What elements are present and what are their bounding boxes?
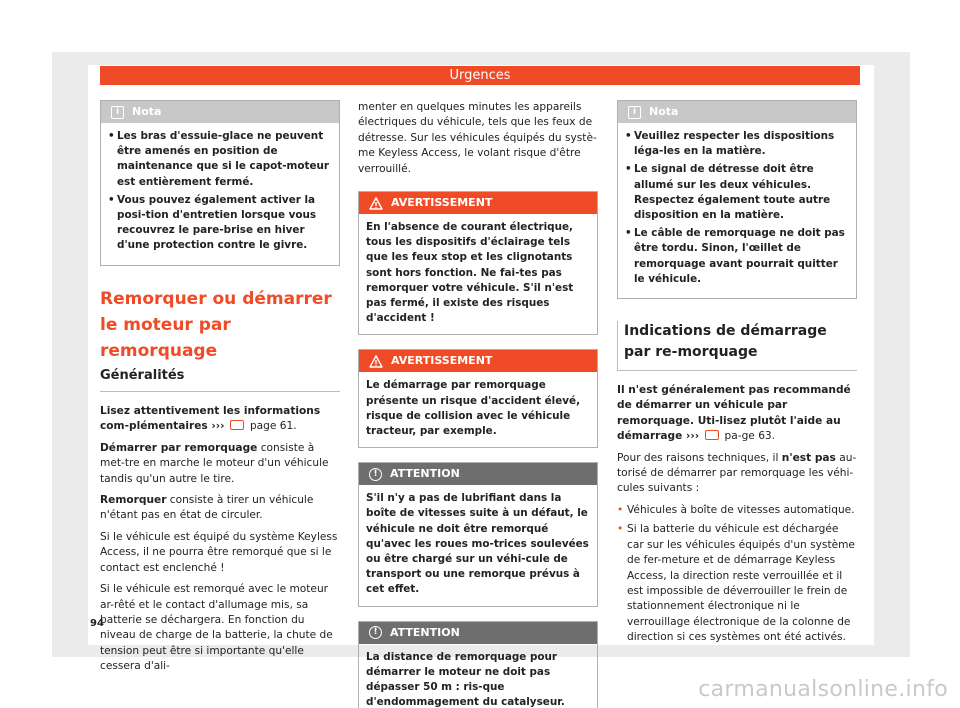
page-number: 94 xyxy=(90,618,104,629)
paragraph: Remorquer consiste à tirer un véhicule n'étant pas en état de circuler. xyxy=(100,494,314,522)
info-icon: i xyxy=(628,106,641,119)
paragraph: Il n'est généralement pas recommandé de démarrer un véhicule par remorquage. Uti-lisez plutôt l'aide au démarrage ››› pa-ge 63. xyxy=(617,384,851,443)
warning-header xyxy=(359,350,597,372)
exclamation-circle-icon: ! xyxy=(369,468,382,481)
attention-box xyxy=(358,462,598,606)
note-item: • Vous pouvez également activer la posi-tion d'entretien lorsque vous recouvrez le pare-brise en hiver d'une protection contre le givre. xyxy=(108,193,332,254)
paragraph: Si le véhicule est équipé du système Keyless Access, il ne pourra être remorqué que si le contact est enclenché ! xyxy=(100,530,338,574)
info-icon: i xyxy=(111,106,124,119)
list-item: • Véhicules à boîte de vitesses automatique. xyxy=(617,503,857,518)
attention-title: ATTENTION xyxy=(390,467,460,481)
note-title: Nota xyxy=(649,105,679,118)
list-item: • Si la batterie du véhicule est déchargée car sur les véhicules équipés d'un système de fer-meture et de démarrage Keyless Access, la direction reste verrouillée et il est impossible de déverrouiller le frein de stationnement électronique ni le verrouillage électronique de la colonne de direction si ces systèmes ont été activés. xyxy=(617,522,857,645)
note-item: • Le signal de détresse doit être allumé sur les deux véhicules. Respectez également toute autre disposition en la matière. xyxy=(625,162,849,223)
paragraph: Lisez attentivement les informations com-plémentaires ››› page 61. xyxy=(100,405,321,433)
warning-triangle-icon xyxy=(369,355,383,368)
warning-triangle-icon xyxy=(369,197,383,210)
attention-header xyxy=(359,622,597,644)
paragraph: menter en quelques minutes les appareils électriques du véhicule, tels que les feux de détresse. Sur les véhicules équipés du systè-me Keyless Access, le volant risque d'être verrouillé. xyxy=(358,101,597,175)
warning-title: AVERTISSEMENT xyxy=(391,354,493,368)
paragraph: Démarrer par remorquage consiste à met-tre en marche le moteur d'un véhicule tandis qu'un autre le tire. xyxy=(100,441,329,485)
attention-header xyxy=(359,463,597,485)
column-middle xyxy=(358,100,598,708)
reference-arrow: ››› xyxy=(686,430,700,443)
note-body xyxy=(101,123,339,265)
book-reference-icon xyxy=(230,420,244,430)
attention-text: La distance de remorquage pour démarrer le moteur ne doit pas dépasser 50 m : ris-que d'endommagement du catalyseur. xyxy=(366,650,565,708)
page-reference-link[interactable]: pa-ge 63. xyxy=(724,430,776,443)
book-reference-icon xyxy=(705,430,719,440)
section-header-bar: Urgences xyxy=(100,66,860,85)
note-item: • Le câble de remorquage ne doit pas être tordu. Sinon, l'œillet de remorquage avant pourrait quitter le véhicule. xyxy=(625,226,849,287)
note-body xyxy=(618,123,856,298)
note-header xyxy=(618,101,856,123)
warning-title: AVERTISSEMENT xyxy=(391,196,493,210)
exclamation-circle-icon: ! xyxy=(369,626,382,639)
column-left xyxy=(100,100,340,681)
note-box xyxy=(617,100,857,299)
page-reference-link[interactable]: page 61. xyxy=(249,420,297,433)
warning-box xyxy=(358,349,598,448)
section-heading: Remorquer ou démarrer le moteur par remorquage xyxy=(100,288,332,361)
paragraph: Si le véhicule est remorqué avec le moteur ar-rêté et le contact d'allumage mis, sa batterie se déchargera. En fonction du niveau de charge de la batterie, la chute de tension peut être si importante qu'elle cessera d'ali- xyxy=(100,583,333,673)
section-heading: Indications de démarrage par re-morquage xyxy=(617,321,857,371)
watermark-text: carmanualsonline.info xyxy=(698,677,948,702)
paragraph: Pour des raisons techniques, il n'est pas au-torisé de démarrer par remorquage les véhi-cules suivants : xyxy=(617,451,857,495)
attention-box xyxy=(358,621,598,708)
warning-text: Le démarrage par remorquage présente un risque d'accident élevé, risque de collision avec le véhicule tracteur, par exemple. xyxy=(366,379,581,438)
warning-text: En l'absence de courant électrique, tous les dispositifs d'éclairage tels que les feux stop et les clignotants sont hors fonction. Ne fai-tes pas remorquer votre véhicule. S'il n'est pas fermé, il existe des risques d'accident ! xyxy=(366,221,574,325)
column-right xyxy=(617,100,857,650)
note-item: • Veuillez respecter les dispositions léga-les en la matière. xyxy=(625,129,849,159)
warning-box xyxy=(358,191,598,335)
subsection-heading: Généralités xyxy=(100,368,340,392)
attention-title: ATTENTION xyxy=(390,625,460,639)
note-title: Nota xyxy=(132,105,162,118)
reference-arrow: ››› xyxy=(211,420,225,433)
note-header xyxy=(101,101,339,123)
warning-header xyxy=(359,192,597,214)
note-box xyxy=(100,100,340,266)
note-item: • Les bras d'essuie-glace ne peuvent être amenés en position de maintenance que si le capot-moteur est entièrement fermé. xyxy=(108,129,332,190)
attention-text: S'il n'y a pas de lubrifiant dans la boîte de vitesses suite à un défaut, le véhicule ne doit être remorqué qu'avec les roues mo-trices soulevées ou être chargé sur un véhi-cule de transport ou une remorque prévus à cet effet. xyxy=(366,492,589,596)
